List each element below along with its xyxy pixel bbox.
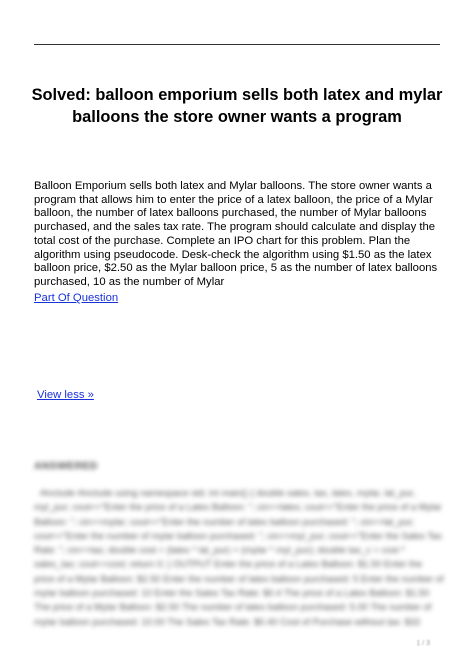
view-less-link[interactable]: View less » xyxy=(37,389,94,401)
answer-section xyxy=(34,460,444,629)
answered-label: ANSWERED xyxy=(34,460,98,472)
question-text: Balloon Emporium sells both latex and Mylar balloons. The store owner wants a program that allows him to enter the price of a latex balloon, the price of a Mylar balloon, the number of latex balloons purchased, the number of Mylar balloons purchased, and the sales tax rate. The program should calculate and display the total cost of the purchase. Complete an IPO chart for this problem. Plan the algorithm using pseudocode. Desk-check the algorithm using $1.50 as the latex balloon price, $2.50 as the Mylar balloon price, 5 as the number of latex balloons purchased, 10 as the number of Mylar xyxy=(34,180,438,288)
page-number: 1 / 3 xyxy=(416,640,430,647)
page-title: Solved: balloon emporium sells both latex and mylar balloons the store owner wants a program xyxy=(31,86,443,126)
part-of-question-link[interactable]: Part Of Question xyxy=(34,292,119,304)
answer-text: #include #include using namespace std; int main() { double sales, tax, latex, mylar, lat_pur, myl_pur; cout<<"Enter the price of a Latex Balloon: "; cin>>latex; cout<<"Enter the price of a Mylar Balloon: "; cin>>mylar; cout<<"Enter the number of latex balloon purchased: "; cin>>lat_pur; cout<<"Enter the number of mylar balloon purchased: "; cin>>myl_pur; cout<<"Enter the Sales Tax Rate: "; cin>>tax; double cost = (latex * lat_pur) + (mylar * myl_pur); double tax_c = cost * sales_tax; cout<<cost; return 0; } OUTPUT Enter the price of a Latex Balloon: $1.50 Enter the price of a Mylar Balloon: $2.50 Enter the number of latex balloon purchased: 5 Enter the number of mylar balloon purchased: 10 Enter the Sales Tax Rate: $0.4 The price of a Latex Balloon: $1.50 The price of a Mylar Balloon: $2.50 The number of latex balloon purchased: 5.00 The number of mylar balloon purchased: 10.00 The Sales Tax Rate: $0.40 Cost of Purchase without tax: $32 xyxy=(34,487,444,627)
header-rule xyxy=(34,44,440,45)
